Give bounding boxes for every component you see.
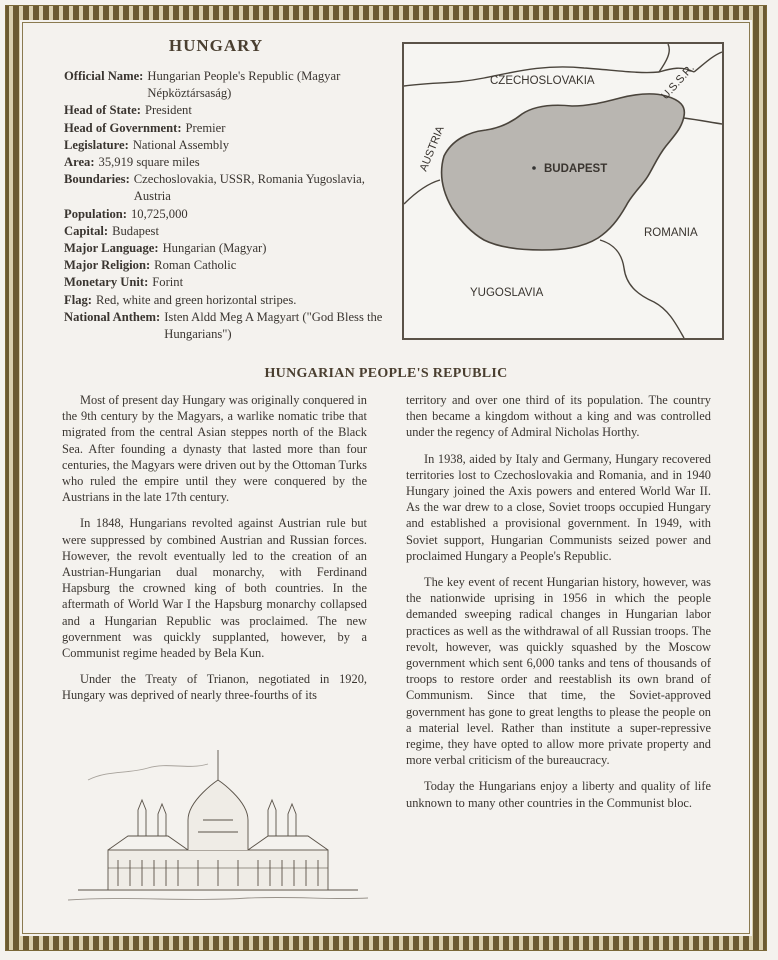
fact-key: Major Religion:: [64, 258, 151, 273]
fact-value: Roman Catholic: [154, 258, 237, 273]
fact-boundaries: [64, 171, 394, 205]
page-title: HUNGARY: [168, 36, 264, 55]
fact-monetary-unit: [64, 274, 394, 291]
fact-value: Hungarian (Magyar): [162, 241, 267, 256]
label-czechoslovakia: CZECHOSLOVAKIA: [490, 75, 595, 87]
border-ussr-east: [684, 118, 722, 124]
parliament-sketch-illustration: [68, 740, 368, 920]
fact-population: [64, 206, 394, 223]
paragraph: Most of present day Hungary was originally conquered in the 9th century by the Magyars, a warlike nomatic tribe that migrated from the central Asian steppes north of the Black Sea. After founding a dynasty that lasted more than four centuries, the Magyars were driven out by the Ottoman Turks who ruled the empire until they were conquered by the Austrians in the late 17th century.: [62, 393, 367, 505]
label-yugoslavia: YUGOSLAVIA: [470, 287, 544, 299]
fact-value: 35,919 square miles: [98, 155, 200, 170]
fact-capital: [64, 223, 394, 240]
label-ussr: U.S.S.R.: [659, 62, 697, 103]
fact-major-religion: [64, 257, 394, 274]
border-ussr: [659, 44, 669, 72]
label-romania: ROMANIA: [644, 227, 698, 239]
fact-area: [64, 154, 394, 171]
fact-value: National Assembly: [132, 137, 230, 152]
fact-value: Forint: [152, 275, 184, 290]
fact-key: Head of State:: [64, 103, 141, 118]
fact-value: Premier: [185, 120, 226, 135]
section-heading: HUNGARIAN PEOPLE'S REPUBLIC: [264, 366, 508, 381]
label-austria: AUSTRIA: [417, 124, 447, 174]
label-budapest: BUDAPEST: [544, 163, 608, 175]
fact-value: President: [144, 103, 192, 118]
fact-key: Population:: [64, 206, 127, 221]
fact-key: Boundaries:: [64, 172, 130, 187]
content-area: [28, 28, 744, 928]
border-czech-ussr: [694, 52, 722, 72]
fact-flag: [64, 292, 394, 309]
paragraph: The key event of recent Hungarian history, however, was the nationwide uprising in 1956 in which the people demanded sweeping radical changes in Hungarian labor practices as well as the withdrawal of all Russian troops. The revolt, however, was quickly squashed by the Moscow government which sent 6,000 tanks and tens of thousands of troops to restore order and reestablish its own brand of Communism. Since that time, the Soviet-approved government has gone to great lengths to please the people on a material level. Rather than institute a super-repressive regime, they have opted to allow more private property and more verbal criticism of the bureaucracy.: [406, 575, 711, 768]
parliament-drawing: [68, 740, 368, 920]
fact-key: Area:: [64, 155, 95, 170]
fact-list: [64, 68, 394, 343]
fact-official-name: [64, 68, 394, 102]
fact-value: 10,725,000: [130, 206, 188, 221]
right-column: [406, 392, 711, 821]
paragraph: Under the Treaty of Trianon, negotiated in 1920, Hungary was deprived of nearly three-fourths of its: [62, 672, 367, 703]
paragraph: Today the Hungarians enjoy a liberty and quality of life unknown to many other countries in the Communist bloc.: [406, 779, 711, 810]
fact-key: Official Name:: [64, 69, 144, 83]
fact-head-of-state: [64, 102, 394, 119]
fact-key: Monetary Unit:: [64, 275, 149, 290]
fact-major-language: [64, 240, 394, 257]
left-column: [62, 392, 367, 714]
fact-value: Isten Aldd Meg A Magyart ("God Bless the Hungarians"): [164, 309, 383, 342]
fact-key: Head of Government:: [64, 120, 182, 135]
budapest-dot: [532, 166, 536, 170]
country-map: [402, 42, 724, 340]
fact-key: Major Language:: [64, 241, 159, 256]
map-drawing: [404, 44, 722, 338]
fact-key: Flag:: [64, 292, 92, 307]
fact-legislature: [64, 137, 394, 154]
paragraph: territory and over one third of its population. The country then became a kingdom without a king and was controlled under the regency of Admiral Nicholas Horthy.: [406, 393, 711, 440]
fact-head-of-government: [64, 120, 394, 137]
fact-value: Hungarian People's Republic (Magyar Népköztársaság): [147, 69, 341, 101]
fact-national-anthem: [64, 309, 394, 343]
fact-key: Legislature:: [64, 137, 129, 152]
paragraph: In 1938, aided by Italy and Germany, Hungary recovered territories lost to Czechoslovakia and Romania, and in 1940 Hungary joined the Axis powers and entered World War II. As the war drew to a close, Soviet troops occupied Hungary and established a provisional government. In 1949, with Soviet support, Hungarian Communists seized power and proclaimed Hungary a People's Republic.: [406, 451, 711, 563]
paragraph: In 1848, Hungarians revolted against Austrian rule but were suppressed by combined Austrian and Russian forces. However, the revolt eventually led to the creation of an Austrian-Hungarian dual monarchy, with Ferdinand Hapsburg the crowned king of both countries. In the aftermath of World War I the Hapsburg monarchy collapsed and a Hungarian Republic was proclaimed. The new government was quickly supplanted, however, by a Communist regime headed by Bela Kun.: [62, 516, 367, 661]
fact-key: Capital:: [64, 223, 109, 238]
fact-value: Budapest: [112, 223, 159, 238]
fact-value: Czechoslovakia, USSR, Romania Yugoslavia, Austria: [133, 172, 365, 204]
fact-key: National Anthem:: [64, 309, 161, 324]
fact-value: Red, white and green horizontal stripes.: [95, 292, 297, 307]
border-romania: [600, 240, 684, 338]
border-austria: [404, 180, 440, 204]
